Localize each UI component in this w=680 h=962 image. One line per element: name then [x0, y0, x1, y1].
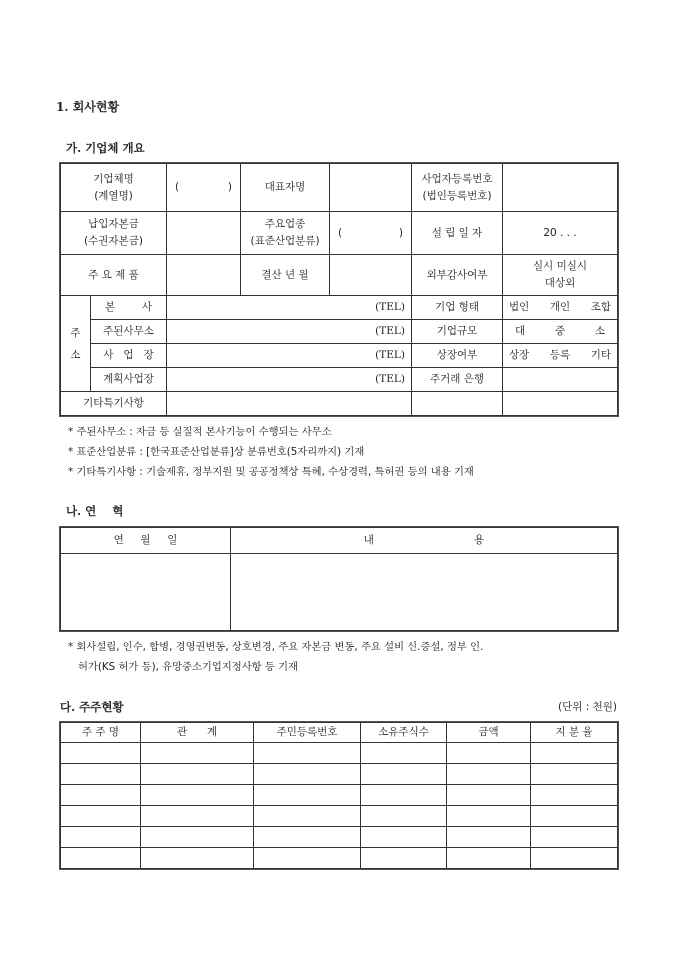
address-hq-field[interactable]: (TEL) [167, 296, 412, 320]
shareholder-cell[interactable] [361, 743, 447, 764]
biz-type-options[interactable]: 법인 개인 조합 [503, 296, 618, 320]
section-title: 1. 회사현황 [56, 100, 120, 114]
col-shares-owned: 소유주식수 [361, 723, 447, 743]
shareholder-row [61, 764, 618, 785]
founded-field[interactable]: 20 . . . [503, 212, 618, 255]
ceo-field[interactable] [330, 164, 412, 212]
address-site-field[interactable]: (TEL) [167, 344, 412, 368]
shareholder-cell[interactable] [254, 827, 361, 848]
shareholder-cell[interactable] [61, 827, 141, 848]
shareholder-cell[interactable] [254, 764, 361, 785]
biz-type-label: 기업 형태 [412, 296, 503, 320]
shareholder-cell[interactable] [361, 848, 447, 869]
col-relation: 관 계 [141, 723, 254, 743]
address-label-hq: 본 사 [91, 296, 167, 320]
shareholder-cell[interactable] [531, 785, 618, 806]
overview-title: 가. 기업체 개요 [66, 141, 145, 155]
address-planned-field[interactable]: (TEL) [167, 368, 412, 392]
listing-label: 상장여부 [412, 344, 503, 368]
industry-field[interactable]: ( ) [330, 212, 412, 255]
other-field[interactable] [167, 392, 412, 416]
address-label-planned: 계획사업장 [91, 368, 167, 392]
industry-label: 주요업종 (표준산업분류) [241, 212, 330, 255]
founded-label: 설 립 일 자 [412, 212, 503, 255]
shareholder-cell[interactable] [447, 827, 531, 848]
history-title: 나. 연 혁 [66, 504, 124, 518]
note: * 주된사무소 : 자금 등 실질적 본사기능이 수행되는 사무소 [68, 426, 332, 438]
fiscal-label: 결산 년 월 [241, 255, 330, 296]
shareholder-cell[interactable] [61, 806, 141, 827]
other-label: 기타특기사항 [61, 392, 167, 416]
shareholder-row [61, 743, 618, 764]
shareholder-row [61, 785, 618, 806]
address-label: 주 소 [61, 296, 91, 392]
shareholder-cell[interactable] [531, 827, 618, 848]
col-shareholder-name: 주 주 명 [61, 723, 141, 743]
shareholder-cell[interactable] [361, 827, 447, 848]
history-col-date: 연 월 일 [61, 528, 231, 554]
shareholder-cell[interactable] [61, 743, 141, 764]
history-content-field[interactable] [231, 554, 618, 631]
col-resident-number: 주민등록번호 [254, 723, 361, 743]
address-label-site: 사 업 장 [91, 344, 167, 368]
col-amount: 금액 [447, 723, 531, 743]
bank-label: 주거래 은행 [412, 368, 503, 392]
unit-label: (단위 : 천원) [558, 701, 617, 713]
shareholders-body [61, 743, 618, 869]
listing-options[interactable]: 상장 등록 기타 [503, 344, 618, 368]
shareholder-row [61, 848, 618, 869]
address-label-main-office: 주된사무소 [91, 320, 167, 344]
company-overview-table [60, 163, 618, 416]
shareholder-cell[interactable] [61, 785, 141, 806]
capital-label: 납입자본금 (수권자본금) [61, 212, 167, 255]
audit-label: 외부감사여부 [412, 255, 503, 296]
note: * 기타특기사항 : 기술제휴, 정부지원 및 공공정책상 특혜, 수상경력, 특허권 등의 내용 기재 [68, 466, 474, 478]
history-date-field[interactable] [61, 554, 231, 631]
shareholder-cell[interactable] [254, 743, 361, 764]
shareholder-cell[interactable] [361, 785, 447, 806]
shareholder-cell[interactable] [447, 785, 531, 806]
shareholder-cell[interactable] [61, 764, 141, 785]
shareholder-cell[interactable] [254, 785, 361, 806]
note: * 회사설립, 인수, 합병, 경영권변동, 상호변경, 주요 자본금 변동, 주요 설비 신.증설, 정부 인. [68, 641, 484, 653]
shareholder-row [61, 806, 618, 827]
shareholder-cell[interactable] [361, 806, 447, 827]
note: 허가(KS 허가 등), 유망중소기업지정사항 등 기재 [78, 661, 299, 673]
shareholder-cell[interactable] [447, 764, 531, 785]
shareholder-row [61, 827, 618, 848]
shareholder-cell[interactable] [531, 806, 618, 827]
products-label: 주 요 제 품 [61, 255, 167, 296]
note: * 표준산업분류 : [한국표준산업분류]상 분류번호(5자리까지) 기재 [68, 446, 365, 458]
capital-field[interactable] [167, 212, 241, 255]
ceo-label: 대표자명 [241, 164, 330, 212]
history-col-content: 내 용 [231, 528, 618, 554]
biz-size-options[interactable]: 대 중 소 [503, 320, 618, 344]
company-name-label: 기업체명 (계열명) [61, 164, 167, 212]
company-name-field[interactable]: ( ) [167, 164, 241, 212]
shareholder-cell[interactable] [447, 848, 531, 869]
other-extra-2[interactable] [503, 392, 618, 416]
shareholder-cell[interactable] [141, 743, 254, 764]
shareholder-cell[interactable] [531, 764, 618, 785]
shareholder-cell[interactable] [531, 743, 618, 764]
shareholder-cell[interactable] [141, 764, 254, 785]
shareholders-table [60, 722, 618, 869]
other-extra-1[interactable] [412, 392, 503, 416]
shareholder-cell[interactable] [361, 764, 447, 785]
bank-field[interactable] [503, 368, 618, 392]
shareholder-cell[interactable] [141, 806, 254, 827]
biz-reg-label: 사업자등록번호 (법인등록번호) [412, 164, 503, 212]
shareholder-cell[interactable] [141, 785, 254, 806]
shareholder-cell[interactable] [141, 827, 254, 848]
address-main-office-field[interactable]: (TEL) [167, 320, 412, 344]
shareholder-cell[interactable] [447, 743, 531, 764]
audit-options[interactable]: 실시 미실시 대상외 [503, 255, 618, 296]
shareholder-cell[interactable] [531, 848, 618, 869]
shareholder-cell[interactable] [254, 806, 361, 827]
shareholder-cell[interactable] [254, 848, 361, 869]
shareholder-cell[interactable] [141, 848, 254, 869]
col-share-ratio: 지 분 율 [531, 723, 618, 743]
shareholder-cell[interactable] [61, 848, 141, 869]
shareholders-title: 다. 주주현황 [60, 700, 124, 714]
shareholder-cell[interactable] [447, 806, 531, 827]
biz-reg-field[interactable] [503, 164, 618, 212]
biz-size-label: 기업규모 [412, 320, 503, 344]
fiscal-field[interactable] [330, 255, 412, 296]
products-field[interactable] [167, 255, 241, 296]
history-table [60, 527, 618, 631]
